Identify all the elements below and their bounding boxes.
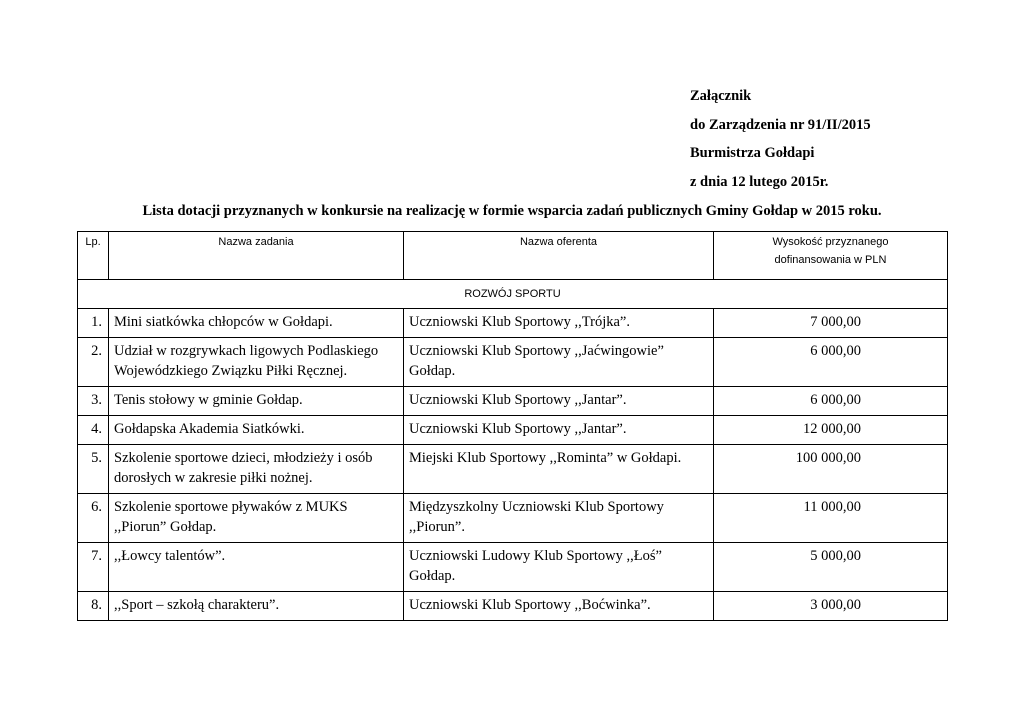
- table-row: [78, 416, 948, 445]
- grants-table: [77, 231, 948, 621]
- table-row: [78, 494, 948, 543]
- section-row: [78, 280, 948, 309]
- column-header-amount-line1: Wysokość przyznanego: [772, 236, 889, 248]
- row-amount: 11 000,00: [714, 494, 948, 543]
- section-title: ROZWÓJ SPORTU: [78, 280, 948, 309]
- table-row: [78, 543, 948, 592]
- row-task: Gołdapska Akademia Siatkówki.: [109, 416, 404, 445]
- row-task: Udział w rozgrywkach ligowych Podlaskiego Wojewódzkiego Związku Piłki Ręcznej.: [109, 338, 404, 387]
- row-org: Uczniowski Klub Sportowy ,,Jantar”.: [404, 416, 714, 445]
- row-org: Uczniowski Klub Sportowy ,,Boćwinka”.: [404, 592, 714, 621]
- table-row: [78, 309, 948, 338]
- column-header-amount: [714, 232, 948, 280]
- table-row: [78, 338, 948, 387]
- table-header-row: [78, 232, 948, 280]
- row-task: ,,Sport – szkołą charakteru”.: [109, 592, 404, 621]
- row-task: Tenis stołowy w gminie Gołdap.: [109, 387, 404, 416]
- row-org: Uczniowski Klub Sportowy ,,Jaćwingowie” Gołdap.: [404, 338, 714, 387]
- table-row: [78, 387, 948, 416]
- row-amount: 6 000,00: [714, 338, 948, 387]
- row-lp: 1.: [78, 309, 109, 338]
- attachment-header: [690, 88, 871, 202]
- issue-date: z dnia 12 lutego 2015r.: [690, 173, 829, 190]
- row-lp: 8.: [78, 592, 109, 621]
- row-lp: 4.: [78, 416, 109, 445]
- row-amount: 3 000,00: [714, 592, 948, 621]
- row-lp: 3.: [78, 387, 109, 416]
- row-task: Szkolenie sportowe dzieci, młodzieży i osób dorosłych w zakresie piłki nożnej.: [109, 445, 404, 494]
- row-amount: 100 000,00: [714, 445, 948, 494]
- row-task: Mini siatkówka chłopców w Gołdapi.: [109, 309, 404, 338]
- row-amount: 12 000,00: [714, 416, 948, 445]
- row-amount: 7 000,00: [714, 309, 948, 338]
- row-lp: 5.: [78, 445, 109, 494]
- row-lp: 2.: [78, 338, 109, 387]
- row-amount: 5 000,00: [714, 543, 948, 592]
- column-header-amount-line2: dofinansowania w PLN: [774, 254, 887, 266]
- column-header-lp: Lp.: [78, 232, 109, 280]
- document-title: Lista dotacji przyznanych w konkursie na realizację w formie wsparcia zadań publicznych Gminy Gołdap w 2015 roku.: [142, 203, 882, 219]
- ordinance-number: do Zarządzenia nr 91/II/2015: [690, 116, 871, 133]
- attachment-label: Załącznik: [690, 88, 752, 104]
- row-lp: 6.: [78, 494, 109, 543]
- column-header-org: Nazwa oferenta: [404, 232, 714, 280]
- row-task: ,,Łowcy talentów”.: [109, 543, 404, 592]
- column-header-task: Nazwa zadania: [109, 232, 404, 280]
- table-row: [78, 592, 948, 621]
- row-org: Międzyszkolny Uczniowski Klub Sportowy ,,Piorun”.: [404, 494, 714, 543]
- row-task: Szkolenie sportowe pływaków z MUKS ,,Piorun” Gołdap.: [109, 494, 404, 543]
- row-amount: 6 000,00: [714, 387, 948, 416]
- row-org: Miejski Klub Sportowy ,,Rominta” w Gołdapi.: [404, 445, 714, 494]
- row-org: Uczniowski Ludowy Klub Sportowy ,,Łoś” Gołdap.: [404, 543, 714, 592]
- issuer: Burmistrza Gołdapi: [690, 145, 815, 161]
- row-lp: 7.: [78, 543, 109, 592]
- row-org: Uczniowski Klub Sportowy ,,Trójka”.: [404, 309, 714, 338]
- table-row: [78, 445, 948, 494]
- row-org: Uczniowski Klub Sportowy ,,Jantar”.: [404, 387, 714, 416]
